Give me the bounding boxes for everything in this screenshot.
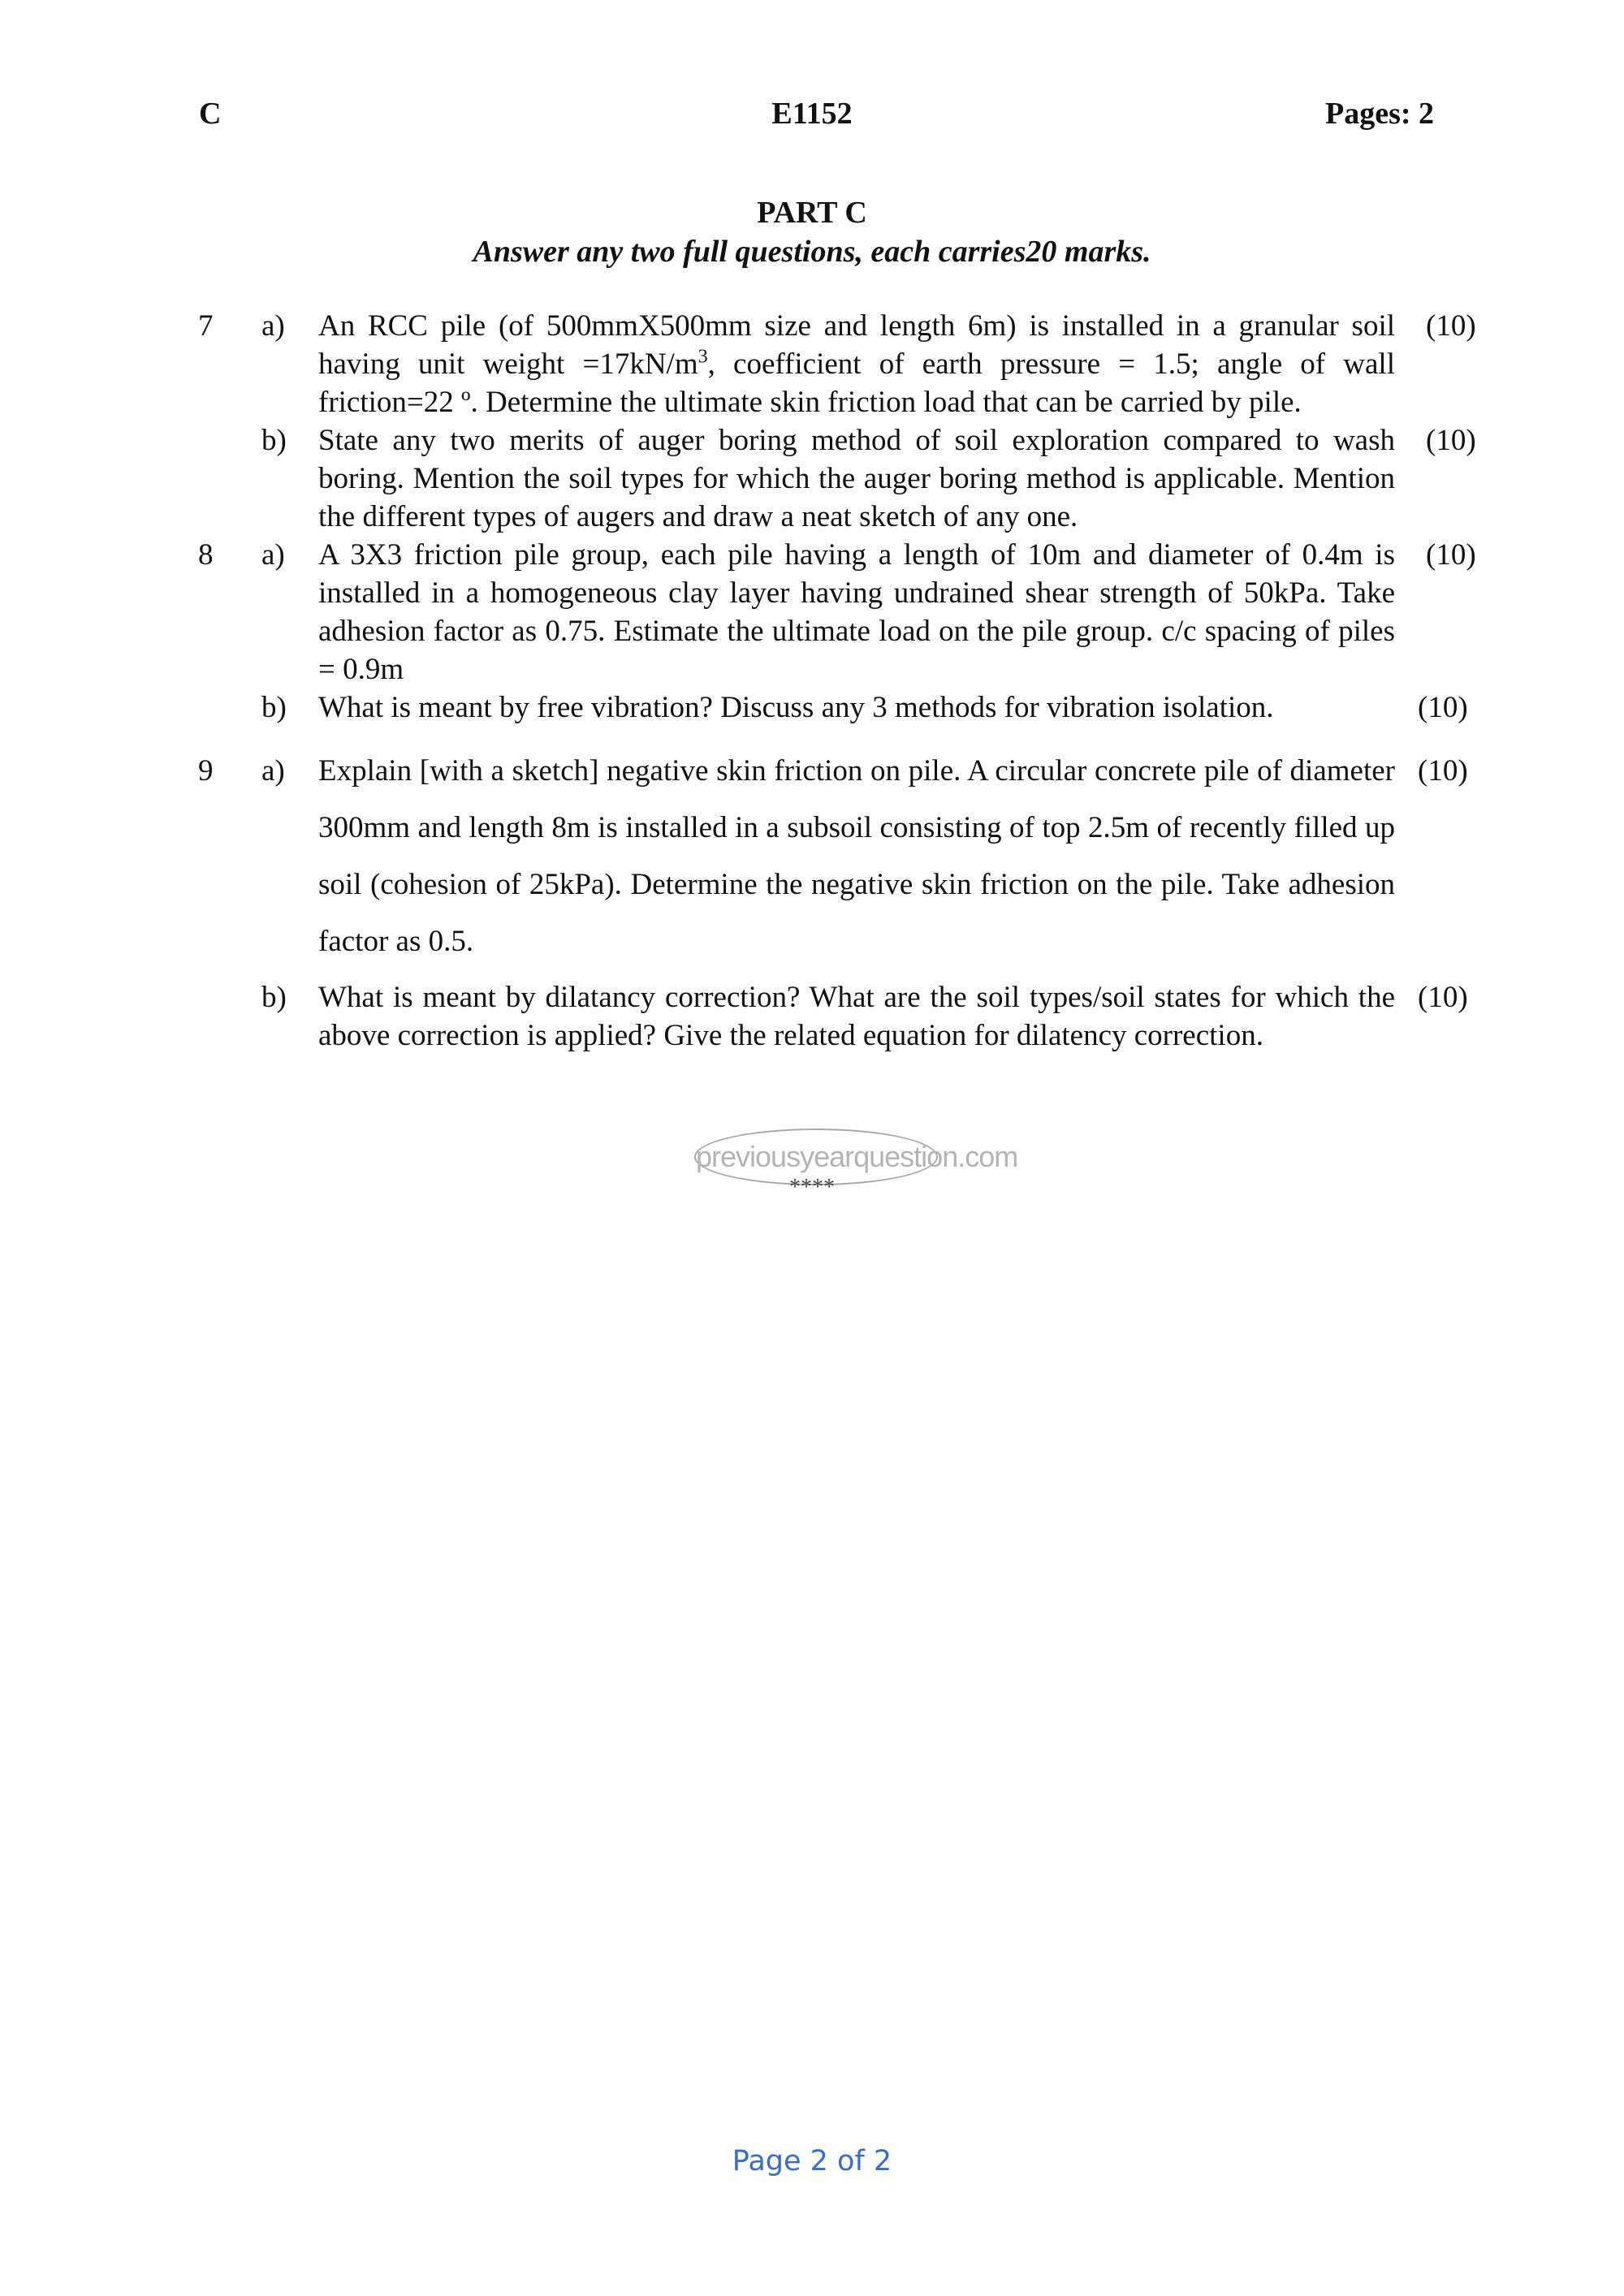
question-text: Explain [with a sketch] negative skin friction on pile. A circular concrete pile of diameter 300mm and length 8m is installed in a subsoil consisting of top 2.5m of recently filled up soil (cohesion of 25kPa). Determine the negative skin friction on the pile. Take adhesion factor as 0.5.	[318, 754, 1395, 958]
question-sub-label: b)	[261, 424, 287, 457]
question-marks: (10)	[1418, 691, 1468, 724]
watermark-logo: previousyearquestion.com	[694, 1129, 938, 1185]
header-page-count: Pages: 2	[1325, 97, 1435, 131]
superscript-exponent: 3	[698, 346, 708, 368]
spacer	[0, 727, 1624, 743]
spacer	[0, 970, 1624, 978]
question-number: 9	[198, 754, 214, 788]
question-8a	[0, 536, 1624, 688]
question-text: What is meant by free vibration? Discuss any 3 methods for vibration isolation.	[318, 691, 1274, 724]
question-text: State any two merits of auger boring method of soil exploration compared to wash boring. Mention the soil types for which the auger boring method is applicable. Mention the different types of augers and draw a neat sketch of any one.	[318, 424, 1395, 533]
question-number: 7	[198, 309, 214, 343]
question-text: What is meant by dilatancy correction? What are the soil types/soil states for which the above correction is applied? Give the related equation for dilatency correction.	[318, 981, 1395, 1052]
part-title: PART C	[757, 196, 867, 230]
question-marks: (10)	[1426, 424, 1476, 457]
page-footer: Page 2 of 2	[732, 2145, 892, 2177]
question-7a	[0, 307, 1624, 421]
question-marks: (10)	[1426, 538, 1476, 572]
question-sub-label: a)	[261, 309, 285, 343]
question-sub-label: a)	[261, 538, 285, 572]
question-sub-label: a)	[261, 754, 285, 788]
header-scheme-letter: C	[199, 97, 222, 131]
question-marks: (10)	[1418, 754, 1468, 788]
end-of-paper-mark: ****	[789, 1175, 835, 1200]
part-instructions: Answer any two full questions, each carries20 marks.	[473, 235, 1151, 269]
question-text: A 3X3 friction pile group, each pile having a length of 10m and diameter of 0.4m is installed in a homogeneous clay layer having undrained shear strength of 50kPa. Take adhesion factor as 0.75. Estimate the ultimate load on the pile group. c/c spacing of piles = 0.9m	[318, 538, 1395, 686]
question-sub-label: b)	[261, 981, 287, 1014]
page-header	[0, 96, 1624, 136]
question-9a	[0, 743, 1624, 970]
header-exam-code: E1152	[771, 97, 853, 131]
question-9b	[0, 978, 1624, 1055]
question-7b	[0, 421, 1624, 536]
question-8b	[0, 688, 1624, 727]
question-list	[0, 307, 1624, 1055]
question-marks: (10)	[1418, 981, 1468, 1014]
question-number: 8	[198, 538, 214, 572]
question-marks: (10)	[1426, 309, 1476, 343]
question-text: An RCC pile (of 500mmX500mm size and length 6m) is installed in a granular soil having unit weight $=17kN/m^3$, coefficient of earth pressure = 1.5; angle of wall friction=22 º. Determine the ultimate skin friction load that can be carried by pile.	[318, 309, 1395, 419]
question-sub-label: b)	[261, 691, 287, 724]
